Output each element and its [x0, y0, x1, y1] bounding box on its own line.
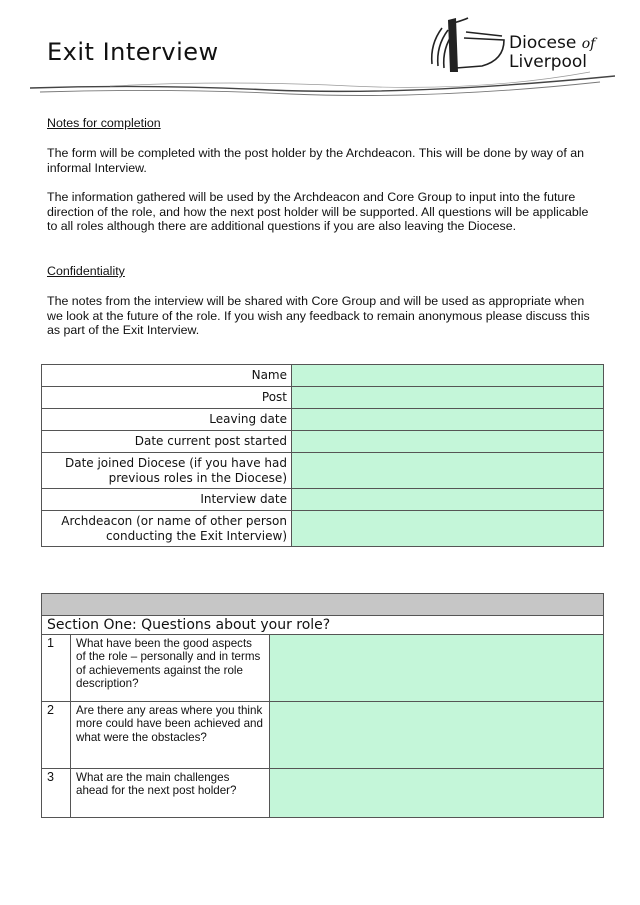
info-label: Leaving date: [42, 409, 292, 431]
question-text: Are there any areas where you think more could have been achieved and what were the obstacles?: [71, 702, 270, 769]
question-row: [42, 702, 604, 769]
post-field[interactable]: [292, 387, 604, 409]
question-text: What have been the good aspects of the role – personally and in terms of achievements against the role description?: [71, 635, 270, 702]
archdeacon-field[interactable]: [292, 511, 604, 547]
question-number: 2: [42, 702, 71, 769]
answer-field-1[interactable]: [270, 635, 604, 702]
date-joined-field[interactable]: [292, 453, 604, 489]
info-row: [42, 453, 604, 489]
leaving-date-field[interactable]: [292, 409, 604, 431]
page-title: Exit Interview: [47, 38, 219, 66]
info-label: Archdeacon (or name of other person conducting the Exit Interview): [42, 511, 292, 547]
notes-para-1: The form will be completed with the post holder by the Archdeacon. This will be done by way of an informal Interview.: [47, 146, 584, 175]
info-row: [42, 431, 604, 453]
notes-heading: Notes for completion: [47, 116, 161, 130]
info-row: [42, 489, 604, 511]
info-row: [42, 387, 604, 409]
question-row: [42, 635, 604, 702]
info-label: Name: [42, 365, 292, 387]
info-row: [42, 511, 604, 547]
header-swoosh: [30, 62, 615, 102]
question-text: What are the main challenges ahead for the next post holder?: [71, 769, 270, 818]
interview-date-field[interactable]: [292, 489, 604, 511]
info-label: Date current post started: [42, 431, 292, 453]
name-field[interactable]: [292, 365, 604, 387]
confidentiality-para: The notes from the interview will be shared with Core Group and will be used as appropriate when we look at the future of the role. If you wish any feedback to remain anonymous please discuss this as part of the Exit Interview.: [47, 294, 590, 338]
question-row: [42, 769, 604, 818]
section-one-table: [41, 593, 604, 818]
info-label: Interview date: [42, 489, 292, 511]
question-number: 3: [42, 769, 71, 818]
confidentiality-heading: Confidentiality: [47, 264, 125, 278]
section-header-bar: [42, 594, 604, 616]
logo-line1: Diocese: [509, 33, 577, 53]
info-row: [42, 409, 604, 431]
info-table: [41, 364, 604, 547]
logo-of: of: [581, 36, 596, 52]
info-label: Post: [42, 387, 292, 409]
question-number: 1: [42, 635, 71, 702]
info-label: Date joined Diocese (if you have had previous roles in the Diocese): [42, 453, 292, 489]
answer-field-3[interactable]: [270, 769, 604, 818]
info-row: [42, 365, 604, 387]
post-started-field[interactable]: [292, 431, 604, 453]
section-one-title: Section One: Questions about your role?: [42, 616, 604, 635]
answer-field-2[interactable]: [270, 702, 604, 769]
logo-line2: Liverpool: [509, 52, 588, 72]
notes-para-2: The information gathered will be used by the Archdeacon and Core Group to input into the future direction of the role, and how the next post holder will be supported. All questions will be applicable to all roles although there are additional questions if you are also leaving the Diocese.: [47, 190, 589, 234]
